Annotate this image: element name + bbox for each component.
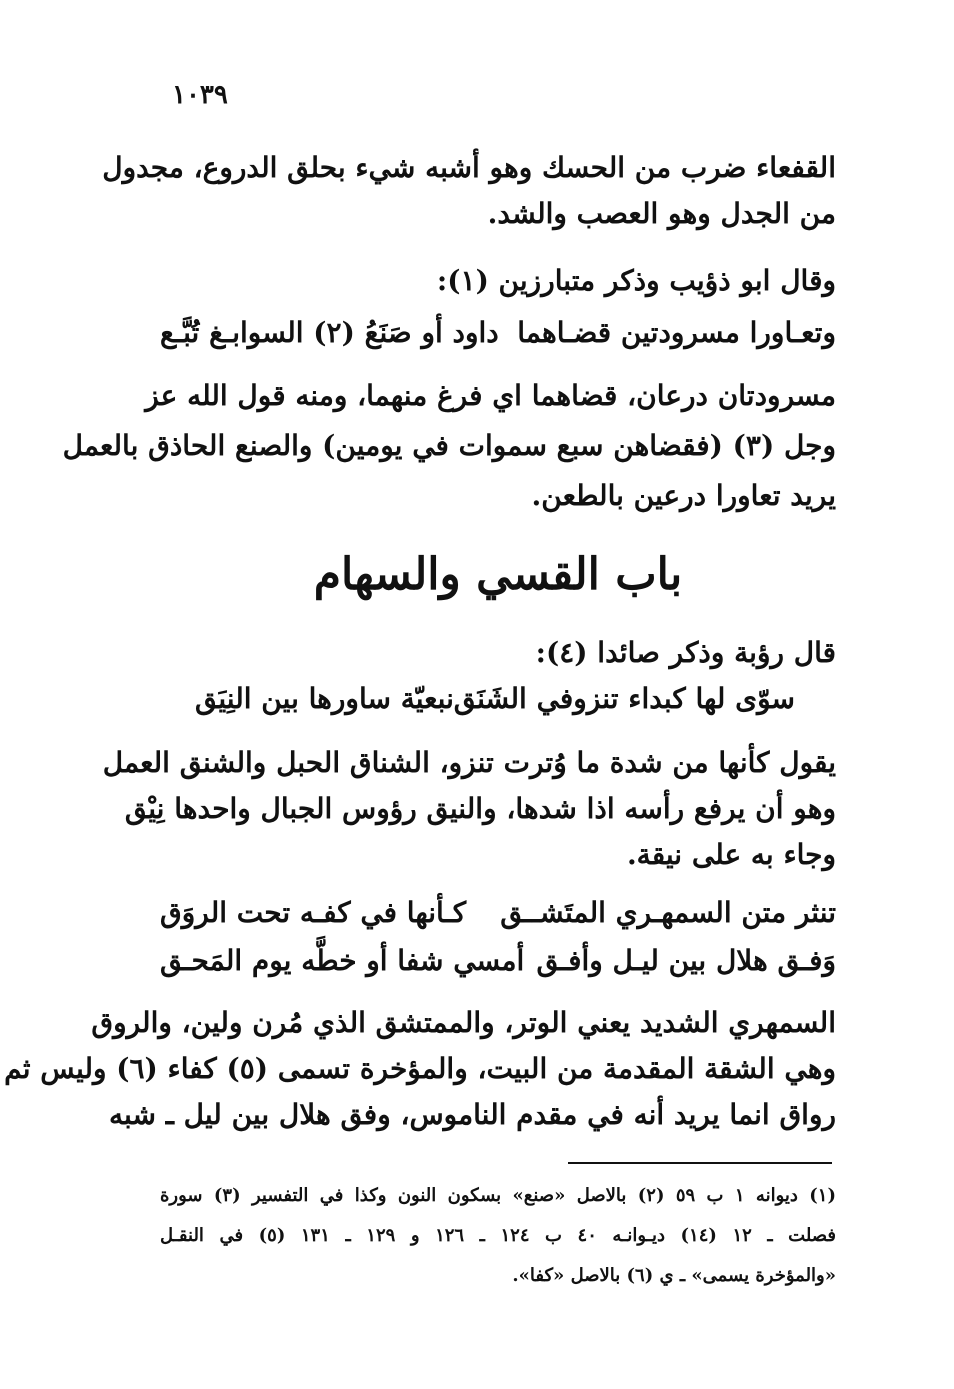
text-line: وهي الشقة المقدمة من البيت، والمؤخرة تسمى (٥) كفاء (٦) وليس ثم xyxy=(4,1052,836,1085)
verse-1 xyxy=(160,308,836,358)
text-line: يقول كأنها من شدة ما وُترت تنزو، الشناق الحبل والشنق العمل xyxy=(102,746,836,779)
footnote-line: (١) ديوانه ١ ب ٥٩ (٢) بالاصل «صنع» بسكون النون وكذا في التفسير (٣) سورة xyxy=(160,1185,836,1206)
verse-4 xyxy=(160,936,836,986)
text-line: مسرودتان درعان، قضاهما اي فرغ منهما، ومنه قول الله عز xyxy=(145,379,836,412)
verse-second-hemistich: أمسي شفا أو خطَّه يوم المَحـق xyxy=(160,944,525,977)
text-line: من الجدل وهو العصب والشد. xyxy=(487,197,836,230)
page-number: ١٠٣٩ xyxy=(172,80,228,110)
verse-first-hemistich: وَفـق هلال بين ليـل وأفـق xyxy=(536,944,836,977)
footnote-divider xyxy=(568,1162,832,1164)
paragraph-3 xyxy=(102,740,836,878)
verse-first-hemistich: سوّى لها كبداء تنزوفي الشَنَق xyxy=(453,682,795,715)
verse-first-hemistich: تنثر متن السمهـري المتَشــق xyxy=(500,896,836,929)
paragraph-4 xyxy=(4,1000,836,1138)
quote-intro-2 xyxy=(160,630,836,676)
quote-intro-1 xyxy=(160,258,836,304)
verse-second-hemistich: نبعيّة ساورها بين النِيَق xyxy=(195,682,454,715)
paragraph-2 xyxy=(62,373,836,512)
text-line: السمهري الشديد يعني الوتر، والممتشق الذي مُرن ولين، والروق xyxy=(91,1006,836,1039)
text-line: وجاء به على نيقة. xyxy=(626,838,836,871)
verse-3 xyxy=(160,888,836,938)
text-line: وجل (٣) (فقضاهن سبع سموات في يومين) والصنع الحاذق بالعمل xyxy=(62,429,836,462)
text-line: رواق انما يريد أنه في مقدم الناموس، وفق هلال بين ليل ـ شبه xyxy=(109,1098,836,1131)
text-line: قال رؤبة وذكر صائدا (٤): xyxy=(535,636,836,669)
paragraph-1 xyxy=(102,145,836,237)
footnote-line: «والمؤخرة يسمى» ـ ي (٦) بالاصل «كفا». xyxy=(512,1265,836,1286)
verse-second-hemistich: داود أو صَنَعُ (٢) السوابـغ تُبَّـع xyxy=(160,316,499,349)
verse-second-hemistich: كـأنها في كفـه تحت الروَق xyxy=(160,896,467,929)
text-line: وقال ابو ذؤيب وذكر متبارزين (١): xyxy=(436,264,836,297)
verse-first-hemistich: وتعـاورا مسرودتين قضـاهما xyxy=(517,316,836,349)
footnotes xyxy=(160,1176,836,1296)
text-line: يريد تعاورا درعين بالطعن. xyxy=(531,479,836,512)
section-heading: باب القسي والسهام xyxy=(313,549,683,600)
text-line: وهو أن يرفع رأسه اذا شدها، والنيق رؤوس الجبال واحدها نِيْق xyxy=(124,792,836,825)
footnote-line: فصلت ـ ١٢ (١٤) ديـوانـه ٤٠ ب ١٢٤ ـ ١٢٦ و ١٢٩ ـ ١٣١ (٥) في النقـل xyxy=(160,1225,836,1246)
text-line: القفعاء ضرب من الحسك وهو أشبه شيء بحلق الدروع، مجدول xyxy=(102,151,836,184)
verse-2 xyxy=(195,674,795,724)
